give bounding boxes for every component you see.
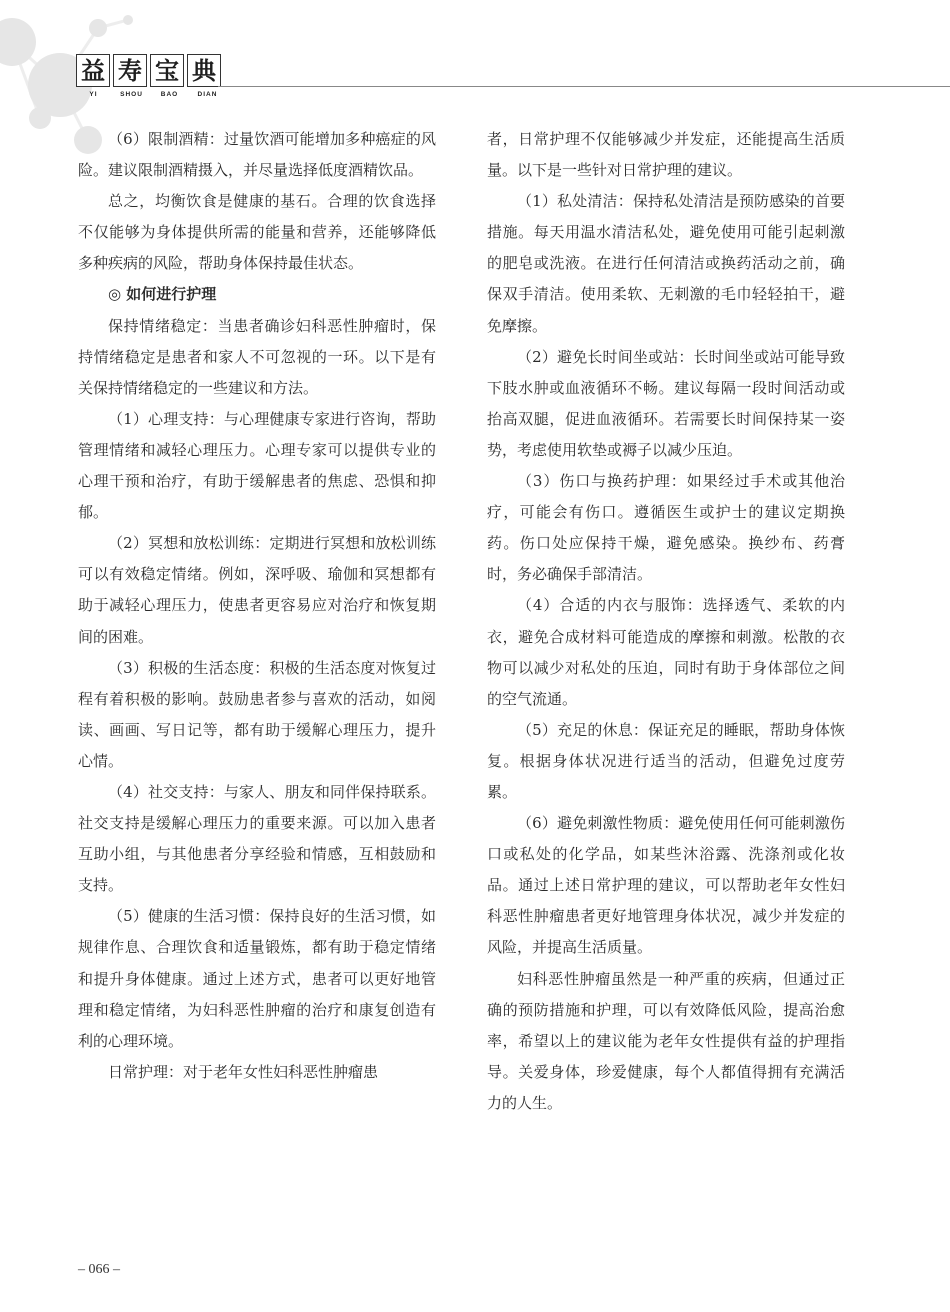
paragraph: （4）合适的内衣与服饰：选择透气、柔软的内衣，避免合成材料可能造成的摩擦和刺激。松散的衣物可以减少对私处的压迫，同时有助于身体部位之间的空气流通。 — [487, 596, 845, 708]
right-column — [487, 124, 845, 1119]
masthead-pinyin — [76, 91, 225, 98]
paragraph: 妇科恶性肿瘤虽然是一种严重的疾病，但通过正确的预防措施和护理，可以有效降低风险，提高治愈率，希望以上的建议能为老年女性提供有益的护理指导。关爱身体，珍爱健康，每个人都值得拥有充满活力的人生。 — [487, 969, 845, 1112]
paragraph: 者，日常护理不仅能够减少并发症，还能提高生活质量。以下是一些针对日常护理的建议。 — [487, 130, 845, 180]
paragraph: （1）私处清洁：保持私处清洁是预防感染的首要措施。每天用温水清洁私处，避免使用可能引起刺激的肥皂或洗液。在进行任何清洁或换药活动之前，确保双手清洁。使用柔软、无刺激的毛巾轻轻拍干，避免摩擦。 — [487, 192, 845, 335]
paragraph: （2）避免长时间坐或站：长时间坐或站可能导致下肢水肿或血液循环不畅。建议每隔一段时间活动或抬高双腿，促进血液循环。若需要长时间保持某一姿势，考虑使用软垫或褥子以减少压迫。 — [487, 347, 845, 459]
header-rule — [218, 86, 950, 87]
paragraph: 保持情绪稳定：当患者确诊妇科恶性肿瘤时，保持情绪稳定是患者和家人不可忽视的一环。以下是有关保持情绪稳定的一些建议和方法。 — [78, 316, 436, 397]
paragraph: （6）限制酒精：过量饮酒可能增加多种癌症的风险。建议限制酒精摄入，并尽量选择低度酒精饮品。 — [78, 130, 436, 180]
paragraph: （6）避免刺激性物质：避免使用任何可能刺激伤口或私处的化学品，如某些沐浴露、洗涤剂或化妆品。通过上述日常护理的建议，可以帮助老年女性妇科恶性肿瘤患者更好地管理身体状况，减少并发症的风险，并提高生活质量。 — [487, 814, 845, 957]
paragraph: （5）健康的生活习惯：保持良好的生活习惯，如规律作息、合理饮食和适量锻炼，都有助于稳定情绪和提升身体健康。通过上述方式，患者可以更好地管理和稳定情绪，为妇科恶性肿瘤的治疗和康复创造有利的心理环境。 — [78, 907, 436, 1050]
masthead — [76, 54, 225, 98]
section-heading: ◎ 如何进行护理 — [108, 285, 217, 304]
masthead-char: 益 — [76, 54, 110, 87]
paragraph: （1）心理支持：与心理健康专家进行咨询，帮助管理情绪和减轻心理压力。心理专家可以提供专业的心理干预和治疗，有助于缓解患者的焦虑、恐惧和抑郁。 — [78, 409, 436, 522]
paragraph: （3）积极的生活态度：积极的生活态度对恢复过程有着积极的影响。鼓励患者参与喜欢的活动，如阅读、画画、写日记等，都有助于缓解心理压力，提升心情。 — [78, 658, 436, 770]
paragraph: （5）充足的休息：保证充足的睡眠，帮助身体恢复。根据身体状况进行适当的活动，但避免过度劳累。 — [487, 720, 845, 801]
page-number: – 066 – — [78, 1262, 120, 1277]
paragraph: 日常护理：对于老年女性妇科恶性肿瘤患 — [108, 1062, 379, 1081]
masthead-title — [76, 54, 225, 87]
paragraph: （2）冥想和放松训练：定期进行冥想和放松训练可以有效稳定情绪。例如，深呼吸、瑜伽和冥想都有助于减轻心理压力，使患者更容易应对治疗和恢复期间的困难。 — [78, 534, 436, 646]
masthead-pinyin-syllable: BAO — [160, 91, 179, 98]
masthead-pinyin-syllable: YI — [89, 91, 98, 98]
left-column — [78, 124, 436, 1088]
masthead-char: 寿 — [113, 54, 147, 87]
masthead-char: 宝 — [150, 54, 184, 87]
paragraph: 总之，均衡饮食是健康的基石。合理的饮食选择不仅能够为身体提供所需的能量和营养，还能够降低多种疾病的风险，帮助身体保持最佳状态。 — [78, 192, 436, 273]
masthead-pinyin-syllable: SHOU — [120, 91, 143, 98]
paragraph: （4）社交支持：与家人、朋友和同伴保持联系。社交支持是缓解心理压力的重要来源。可以加入患者互助小组，与其他患者分享经验和情感，互相鼓励和支持。 — [78, 782, 436, 895]
masthead-char: 典 — [187, 54, 221, 87]
paragraph: （3）伤口与换药护理：如果经过手术或其他治疗，可能会有伤口。遵循医生或护士的建议定期换药。伤口处应保持干燥，避免感染。换纱布、药膏时，务必确保手部清洁。 — [487, 472, 845, 584]
masthead-pinyin-syllable: DIAN — [197, 91, 218, 98]
